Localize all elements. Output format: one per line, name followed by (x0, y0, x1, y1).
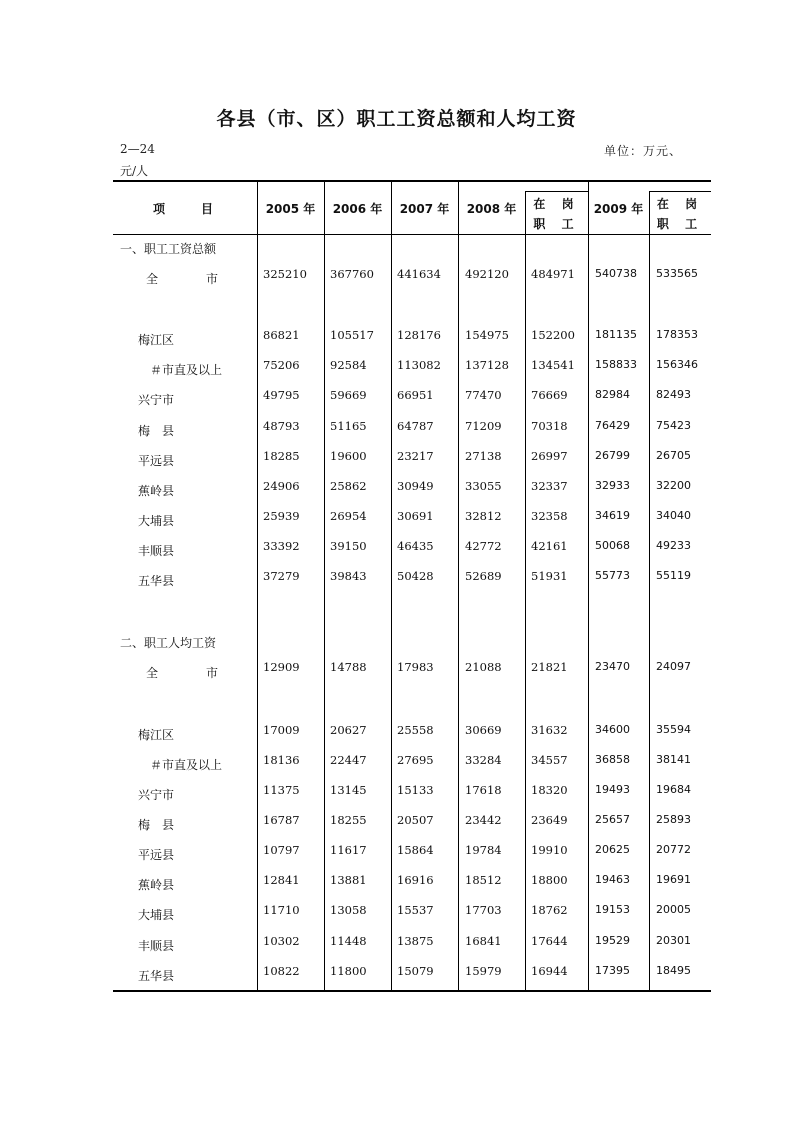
cell: 32358 (531, 509, 568, 523)
cell: 16944 (531, 964, 568, 978)
cell: 39150 (330, 539, 367, 553)
cell: 92584 (330, 358, 367, 372)
cell: 22447 (330, 753, 367, 767)
cell: 32200 (656, 479, 691, 492)
row-label: 平远县 (138, 848, 175, 862)
cell: 30669 (465, 723, 502, 737)
cell: 23470 (595, 660, 630, 673)
cell: 11448 (330, 934, 367, 948)
cell: 49795 (263, 388, 300, 402)
row-label: 全 市 (146, 272, 219, 286)
cell: 48793 (263, 419, 300, 433)
cell: 46435 (397, 539, 434, 553)
cell: 64787 (397, 419, 434, 433)
cell: 325210 (263, 267, 307, 281)
cell: 17395 (595, 964, 630, 977)
row-label: 全 市 (146, 666, 219, 680)
cell: 34619 (595, 509, 630, 522)
cell: 17618 (465, 783, 502, 797)
header-2009-onpost-line2: 职 工 (656, 217, 704, 231)
cell: 26997 (531, 449, 568, 463)
cell: 20627 (330, 723, 367, 737)
cell: 128176 (397, 328, 441, 342)
header-2009: 2009 年 (593, 202, 644, 216)
cell: 82984 (595, 388, 630, 401)
cell: 16787 (263, 813, 300, 827)
cell: 32933 (595, 479, 630, 492)
cell: 36858 (595, 753, 630, 766)
cell: 134541 (531, 358, 575, 372)
cell: 11617 (330, 843, 367, 857)
cell: 59669 (330, 388, 367, 402)
column-divider (525, 191, 526, 991)
cell: 21088 (465, 660, 502, 674)
cell: 23649 (531, 813, 568, 827)
page-title: 各县（市、区）职工工资总额和人均工资 (216, 108, 577, 130)
column-divider (458, 181, 459, 991)
cell: 49233 (656, 539, 691, 552)
cell: 15979 (465, 964, 502, 978)
cell: 20507 (397, 813, 434, 827)
cell: 13058 (330, 903, 367, 917)
cell: 367760 (330, 267, 374, 281)
cell: 55773 (595, 569, 630, 582)
header-2005: 2005 年 (265, 202, 316, 216)
cell: 19910 (531, 843, 568, 857)
row-label: 丰顺县 (138, 939, 175, 953)
cell: 25862 (330, 479, 367, 493)
cell: 26799 (595, 449, 630, 462)
row-label: 蕉岭县 (138, 878, 175, 892)
cell: 35594 (656, 723, 691, 736)
cell: 12909 (263, 660, 300, 674)
cell: 19153 (595, 903, 630, 916)
cell: 17703 (465, 903, 502, 917)
row-label: 五华县 (138, 574, 175, 588)
cell: 113082 (397, 358, 441, 372)
header-2008: 2008 年 (466, 202, 517, 216)
cell: 42772 (465, 539, 502, 553)
cell: 50068 (595, 539, 630, 552)
column-divider (257, 181, 258, 991)
cell: 77470 (465, 388, 502, 402)
cell: 15537 (397, 903, 434, 917)
cell: 18762 (531, 903, 568, 917)
row-label: 梅江区 (138, 728, 175, 742)
unit-label-continued: 元/人 (120, 164, 149, 178)
cell: 25558 (397, 723, 434, 737)
cell: 13881 (330, 873, 367, 887)
cell: 52689 (465, 569, 502, 583)
cell: 25657 (595, 813, 630, 826)
cell: 23217 (397, 449, 434, 463)
cell: 42161 (531, 539, 568, 553)
cell: 19493 (595, 783, 630, 796)
row-label: 丰顺县 (138, 544, 175, 558)
cell: 18800 (531, 873, 568, 887)
cell: 15864 (397, 843, 434, 857)
header-bottom-border (113, 234, 711, 235)
cell: 10822 (263, 964, 300, 978)
cell: 10797 (263, 843, 300, 857)
cell: 13145 (330, 783, 367, 797)
cell: 19784 (465, 843, 502, 857)
cell: 20301 (656, 934, 691, 947)
row-label: 梅 县 (138, 424, 175, 438)
cell: 18285 (263, 449, 300, 463)
cell: 18136 (263, 753, 300, 767)
cell: 55119 (656, 569, 691, 582)
cell: 31632 (531, 723, 568, 737)
table-bottom-border (113, 990, 711, 992)
cell: 33055 (465, 479, 502, 493)
cell: 12841 (263, 873, 300, 887)
cell: 11800 (330, 964, 367, 978)
cell: 137128 (465, 358, 509, 372)
cell: 18495 (656, 964, 691, 977)
cell: 25939 (263, 509, 300, 523)
header-2008-onpost-line1: 在 岗 (533, 197, 580, 211)
cell: 76429 (595, 419, 630, 432)
cell: 14788 (330, 660, 367, 674)
cell: 10302 (263, 934, 300, 948)
row-label: 大埔县 (138, 908, 175, 922)
section-title-average-wage: 二、职工人均工资 (120, 636, 217, 650)
cell: 18320 (531, 783, 568, 797)
cell: 26954 (330, 509, 367, 523)
table-top-border (113, 180, 711, 182)
cell: 15133 (397, 783, 434, 797)
cell: 19600 (330, 449, 367, 463)
cell: 16916 (397, 873, 434, 887)
cell: 21821 (531, 660, 568, 674)
cell: 13875 (397, 934, 434, 948)
row-label: 梅江区 (138, 333, 175, 347)
cell: 156346 (656, 358, 698, 371)
column-divider (649, 191, 650, 991)
section-title-total-wages: 一、职工工资总额 (120, 242, 217, 256)
cell: 441634 (397, 267, 441, 281)
cell: 24097 (656, 660, 691, 673)
cell: 34557 (531, 753, 568, 767)
cell: 19691 (656, 873, 691, 886)
cell: 82493 (656, 388, 691, 401)
cell: 24906 (263, 479, 300, 493)
cell: 34600 (595, 723, 630, 736)
cell: 37279 (263, 569, 300, 583)
row-label: 梅 县 (138, 818, 175, 832)
cell: 75423 (656, 419, 691, 432)
cell: 20772 (656, 843, 691, 856)
cell: 16841 (465, 934, 502, 948)
cell: 86821 (263, 328, 300, 342)
cell: 27138 (465, 449, 502, 463)
header-2009-onpost-line1: 在 岗 (656, 197, 704, 211)
cell: 178353 (656, 328, 698, 341)
cell: 484971 (531, 267, 575, 281)
cell: 25893 (656, 813, 691, 826)
cell: 30949 (397, 479, 434, 493)
unit-label: 单位：万元、 (604, 144, 683, 158)
cell: 105517 (330, 328, 374, 342)
cell: 23442 (465, 813, 502, 827)
cell: 533565 (656, 267, 698, 280)
cell: 26705 (656, 449, 691, 462)
cell: 34040 (656, 509, 691, 522)
cell: 39843 (330, 569, 367, 583)
header-2007: 2007 年 (399, 202, 450, 216)
cell: 32812 (465, 509, 502, 523)
column-divider (588, 181, 589, 991)
cell: 51165 (330, 419, 367, 433)
cell: 154975 (465, 328, 509, 342)
cell: 33392 (263, 539, 300, 553)
row-label: 蕉岭县 (138, 484, 175, 498)
cell: 19529 (595, 934, 630, 947)
cell: 17009 (263, 723, 300, 737)
cell: 18512 (465, 873, 502, 887)
cell: 158833 (595, 358, 637, 371)
header-2006: 2006 年 (332, 202, 383, 216)
cell: 75206 (263, 358, 300, 372)
cell: 15079 (397, 964, 434, 978)
cell: 38141 (656, 753, 691, 766)
cell: 51931 (531, 569, 568, 583)
cell: 66951 (397, 388, 434, 402)
cell: 27695 (397, 753, 434, 767)
header-item: 项 目 (152, 202, 217, 216)
cell: 33284 (465, 753, 502, 767)
row-label: 兴宁市 (138, 393, 175, 407)
row-label: ＃市直及以上 (150, 363, 223, 377)
cell: 17644 (531, 934, 568, 948)
row-label: 兴宁市 (138, 788, 175, 802)
cell: 70318 (531, 419, 568, 433)
row-label: 平远县 (138, 454, 175, 468)
cell: 20625 (595, 843, 630, 856)
row-label: 大埔县 (138, 514, 175, 528)
cell: 540738 (595, 267, 637, 280)
row-label: 五华县 (138, 969, 175, 983)
column-divider (324, 181, 325, 991)
cell: 11710 (263, 903, 300, 917)
cell: 152200 (531, 328, 575, 342)
cell: 50428 (397, 569, 434, 583)
cell: 76669 (531, 388, 568, 402)
cell: 181135 (595, 328, 637, 341)
column-divider (391, 181, 392, 991)
cell: 32337 (531, 479, 568, 493)
table-number: 2—24 (120, 142, 155, 156)
cell: 492120 (465, 267, 509, 281)
cell: 18255 (330, 813, 367, 827)
cell: 19463 (595, 873, 630, 886)
cell: 11375 (263, 783, 300, 797)
cell: 19684 (656, 783, 691, 796)
row-label: ＃市直及以上 (150, 758, 223, 772)
cell: 20005 (656, 903, 691, 916)
cell: 71209 (465, 419, 502, 433)
cell: 30691 (397, 509, 434, 523)
header-2008-onpost-line2: 职 工 (533, 217, 580, 231)
cell: 17983 (397, 660, 434, 674)
